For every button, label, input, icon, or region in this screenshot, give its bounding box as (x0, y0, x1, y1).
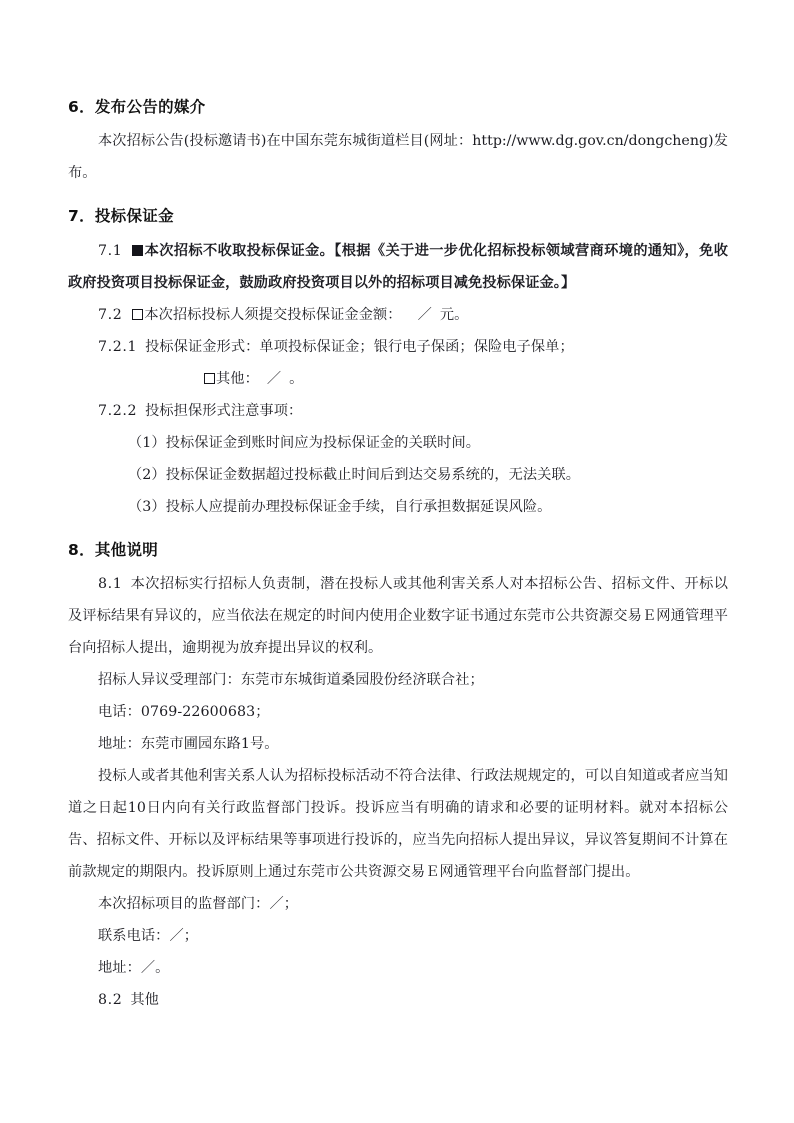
checkbox-bid-bond-amount[interactable] (132, 309, 143, 320)
checkbox-bid-bond-other[interactable] (204, 373, 215, 384)
clause-7-2-1 (68, 331, 728, 363)
objection-dept-label: 招标人异议受理部门： (98, 671, 241, 688)
announcement-url: http://www.dg.gov.cn/dongcheng (472, 133, 709, 150)
paragraph-6-text-before: 本次招标公告(投标邀请书)在中国东莞东城街道栏目(网址： (98, 133, 473, 150)
clause-7-2-1-other-end: 。 (289, 370, 304, 387)
clause-7-2-number: 7.2 (98, 306, 123, 323)
clause-7-2-1-text: 投标保证金形式：单项投标保证金；银行电子保函；保险电子保单； (145, 338, 574, 355)
clause-8-1-text: 本次招标实行招标人负责制，潜在投标人或其他利害关系人对本招标公告、招标文件、开标以及评标结果有异议的，应当依法在规定的时间内使用企业数字证书通过东莞市公共资源交易Ｅ网通管理平台向招标人提出，逾期视为放弃提出异议的权利。 (68, 575, 728, 656)
clause-7-1-text: 本次招标不收取投标保证金。【根据《关于进一步优化招标投标领域营商环境的通知》，免收政府投资项目投标保证金，鼓励政府投资项目以外的招标项目减免投标保证金。】 (68, 242, 728, 291)
clause-7-2 (68, 299, 728, 331)
bid-bond-amount-unit: 元。 (439, 306, 469, 323)
supervision-dept-label: 本次招标项目的监督部门： (98, 895, 270, 912)
clause-8-1-number: 8.1 (98, 575, 123, 592)
clause-7-2-1-other (68, 363, 728, 395)
document-body (68, 96, 728, 1016)
note-item: （1）投标保证金到账时间应为投标保证金的关联时间。 (128, 434, 481, 451)
objection-address-value: 东莞市圃园东路1号。 (140, 735, 279, 752)
paragraph-6-media (68, 125, 728, 189)
paragraph-6-text-after: )发布。 (68, 133, 728, 182)
section-heading-7: 7．投标保证金 (68, 207, 174, 226)
clause-7-2-2 (68, 395, 728, 427)
clause-8-2-text: 其他 (130, 991, 159, 1008)
supervision-phone-value: ／； (169, 927, 199, 944)
section-heading-6: 6．发布公告的媒介 (68, 98, 206, 116)
supervision-phone-line (68, 920, 728, 952)
clause-7-2-1-number: 7.2.1 (98, 338, 138, 355)
complaint-paragraph: 投标人或者其他利害关系人认为招标投标活动不符合法律、行政法规规定的，可以自知道或者应当知道之日起10日内向有关行政监督部门投诉。投诉应当有明确的请求和必要的证明材料。就对本招标公告、招标文件、开标以及评标结果等事项进行投诉的，应当先向招标人提出异议，异议答复期间不计算在前款规定的期限内。投诉原则上通过东莞市公共资源交易Ｅ网通管理平台向监督部门提出。 (68, 767, 728, 880)
objection-phone-line (68, 696, 728, 728)
clause-7-1 (68, 235, 728, 299)
clause-7-2-1-other-value: ／ (266, 370, 282, 387)
objection-phone-value: 0769-22600683； (140, 703, 270, 720)
clause-8-2-number: 8.2 (98, 991, 123, 1008)
checkbox-no-bid-bond[interactable] (132, 245, 143, 256)
supervision-address-label: 地址： (98, 959, 141, 976)
objection-dept-value: 东莞市东城街道桑园股份经济联合社； (240, 671, 484, 688)
clause-7-2-1-other-label: 其他： (216, 370, 259, 387)
objection-address-label: 地址： (98, 735, 141, 752)
supervision-dept-line (68, 888, 728, 920)
clause-7-2-2-text: 投标担保形式注意事项： (145, 402, 303, 419)
objection-address-line (68, 728, 728, 760)
clause-7-2-2-number: 7.2.2 (98, 402, 138, 419)
clause-7-2-text: 本次招标投标人须提交投标保证金金额： (144, 306, 402, 323)
supervision-address-line (68, 952, 728, 984)
clause-7-1-number: 7.1 (98, 242, 123, 259)
supervision-dept-value: ／； (269, 895, 299, 912)
clause-8-1 (68, 568, 728, 664)
section-heading-8: 8．其他说明 (68, 540, 159, 559)
supervision-address-value: ／。 (140, 959, 170, 976)
note-item: （2）投标保证金数据超过投标截止时间后到达交易系统的，无法关联。 (128, 466, 581, 483)
objection-dept-line (68, 664, 728, 696)
supervision-phone-label: 联系电话： (98, 927, 170, 944)
note-item: （3）投标人应提前办理投标保证金手续，自行承担数据延误风险。 (128, 498, 552, 515)
objection-phone-label: 电话： (98, 703, 141, 720)
clause-8-2 (68, 984, 728, 1016)
bid-bond-amount-value: ／ (417, 306, 432, 323)
